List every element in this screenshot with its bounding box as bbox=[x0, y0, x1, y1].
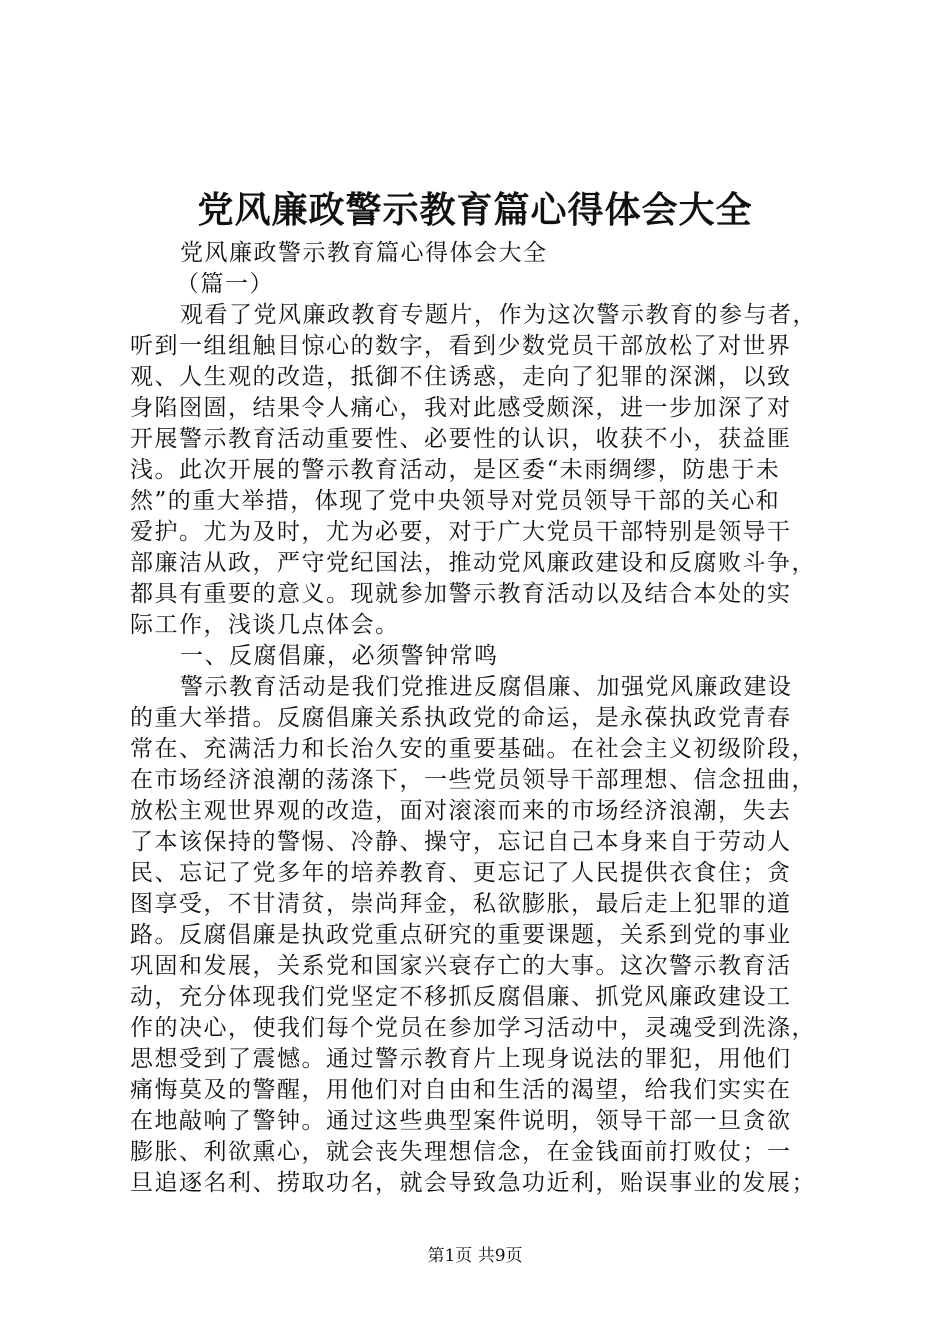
paragraph-line: 观看了党风廉政教育专题片，作为这次警示教育的参与者， bbox=[180, 302, 817, 328]
paragraph-line: 听到一组组触目惊心的数字，看到少数党员干部放松了对世界 bbox=[130, 333, 792, 359]
paragraph-line: 然”的重大举措，体现了党中央领导对党员领导干部的关心和 bbox=[130, 488, 781, 514]
paragraph-line: 爱护。尤为及时，尤为必要，对于广大党员干部特别是领导干 bbox=[130, 519, 792, 545]
paragraph-line: 开展警示教育活动重要性、必要性的认识，收获不小，获益匪 bbox=[130, 426, 792, 452]
paragraph-line: 图享受，不甘清贫，崇尚拜金，私欲膨胀，最后走上犯罪的道 bbox=[130, 891, 792, 917]
paragraph-line: 动，充分体现我们党坚定不移抓反腐倡廉、抓党风廉政建设工 bbox=[130, 984, 792, 1010]
paragraph-line: 旦追逐名利、捞取功名，就会导致急功近利，贻误事业的发展； bbox=[130, 1170, 816, 1196]
paragraph-line: 巩固和发展，关系党和国家兴衰存亡的大事。这次警示教育活 bbox=[130, 953, 792, 979]
paragraph-line: 民、忘记了党多年的培养教育、更忘记了人民提供衣食住；贪 bbox=[130, 860, 792, 886]
paragraph-line: 作的决心，使我们每个党员在参加学习活动中，灵魂受到洗涤， bbox=[130, 1015, 816, 1041]
paragraph-line: 路。反腐倡廉是执政党重点研究的重要课题，关系到党的事业 bbox=[130, 922, 792, 948]
paragraph-line: 常在、充满活力和长治久安的重要基础。在社会主义初级阶段， bbox=[130, 736, 816, 762]
paragraph-line: 身陷囹圄，结果令人痛心，我对此感受颇深，进一步加深了对 bbox=[130, 395, 792, 421]
paragraph-line: 警示教育活动是我们党推进反腐倡廉、加强党风廉政建设 bbox=[180, 674, 793, 700]
paragraph-line: 浅。此次开展的警示教育活动，是区委“未雨绸缪，防患于未 bbox=[130, 457, 781, 483]
paragraph-line: 观、人生观的改造，抵御不住诱惑，走向了犯罪的深渊，以致 bbox=[130, 364, 792, 390]
section-heading: 一、反腐倡廉，必须警钟常鸣 bbox=[180, 643, 499, 669]
subtitle-line: 党风廉政警示教育篇心得体会大全 bbox=[180, 240, 548, 266]
document-body bbox=[130, 238, 830, 1199]
paragraph-line: 了本该保持的警惕、冷静、操守，忘记自己本身来自于劳动人 bbox=[130, 829, 792, 855]
paragraph-line: 际工作，浅谈几点体会。 bbox=[130, 612, 400, 638]
paragraph-line: 在地敲响了警钟。通过这些典型案件说明，领导干部一旦贪欲 bbox=[130, 1108, 792, 1134]
paragraph-line: 放松主观世界观的改造，面对滚滚而来的市场经济浪潮，失去 bbox=[130, 798, 792, 824]
paragraph-line: 膨胀、利欲熏心，就会丧失理想信念，在金钱面前打败仗；一 bbox=[130, 1139, 792, 1165]
paragraph-line: 在市场经济浪潮的荡涤下，一些党员领导干部理想、信念扭曲， bbox=[130, 767, 816, 793]
section-label: （篇一） bbox=[176, 271, 274, 297]
document-title: 党风廉政警示教育篇心得体会大全 bbox=[197, 189, 753, 231]
paragraph-line: 部廉洁从政，严守党纪国法，推动党风廉政建设和反腐败斗争， bbox=[130, 550, 816, 576]
paragraph-line: 思想受到了震憾。通过警示教育片上现身说法的罪犯，用他们 bbox=[130, 1046, 792, 1072]
page-number: 第1页 共9页 bbox=[427, 1246, 523, 1266]
paragraph-line: 的重大举措。反腐倡廉关系执政党的命运，是永葆执政党青春 bbox=[130, 705, 792, 731]
paragraph-line: 痛悔莫及的警醒，用他们对自由和生活的渴望，给我们实实在 bbox=[130, 1077, 792, 1103]
paragraph-line: 都具有重要的意义。现就参加警示教育活动以及结合本处的实 bbox=[130, 581, 792, 607]
